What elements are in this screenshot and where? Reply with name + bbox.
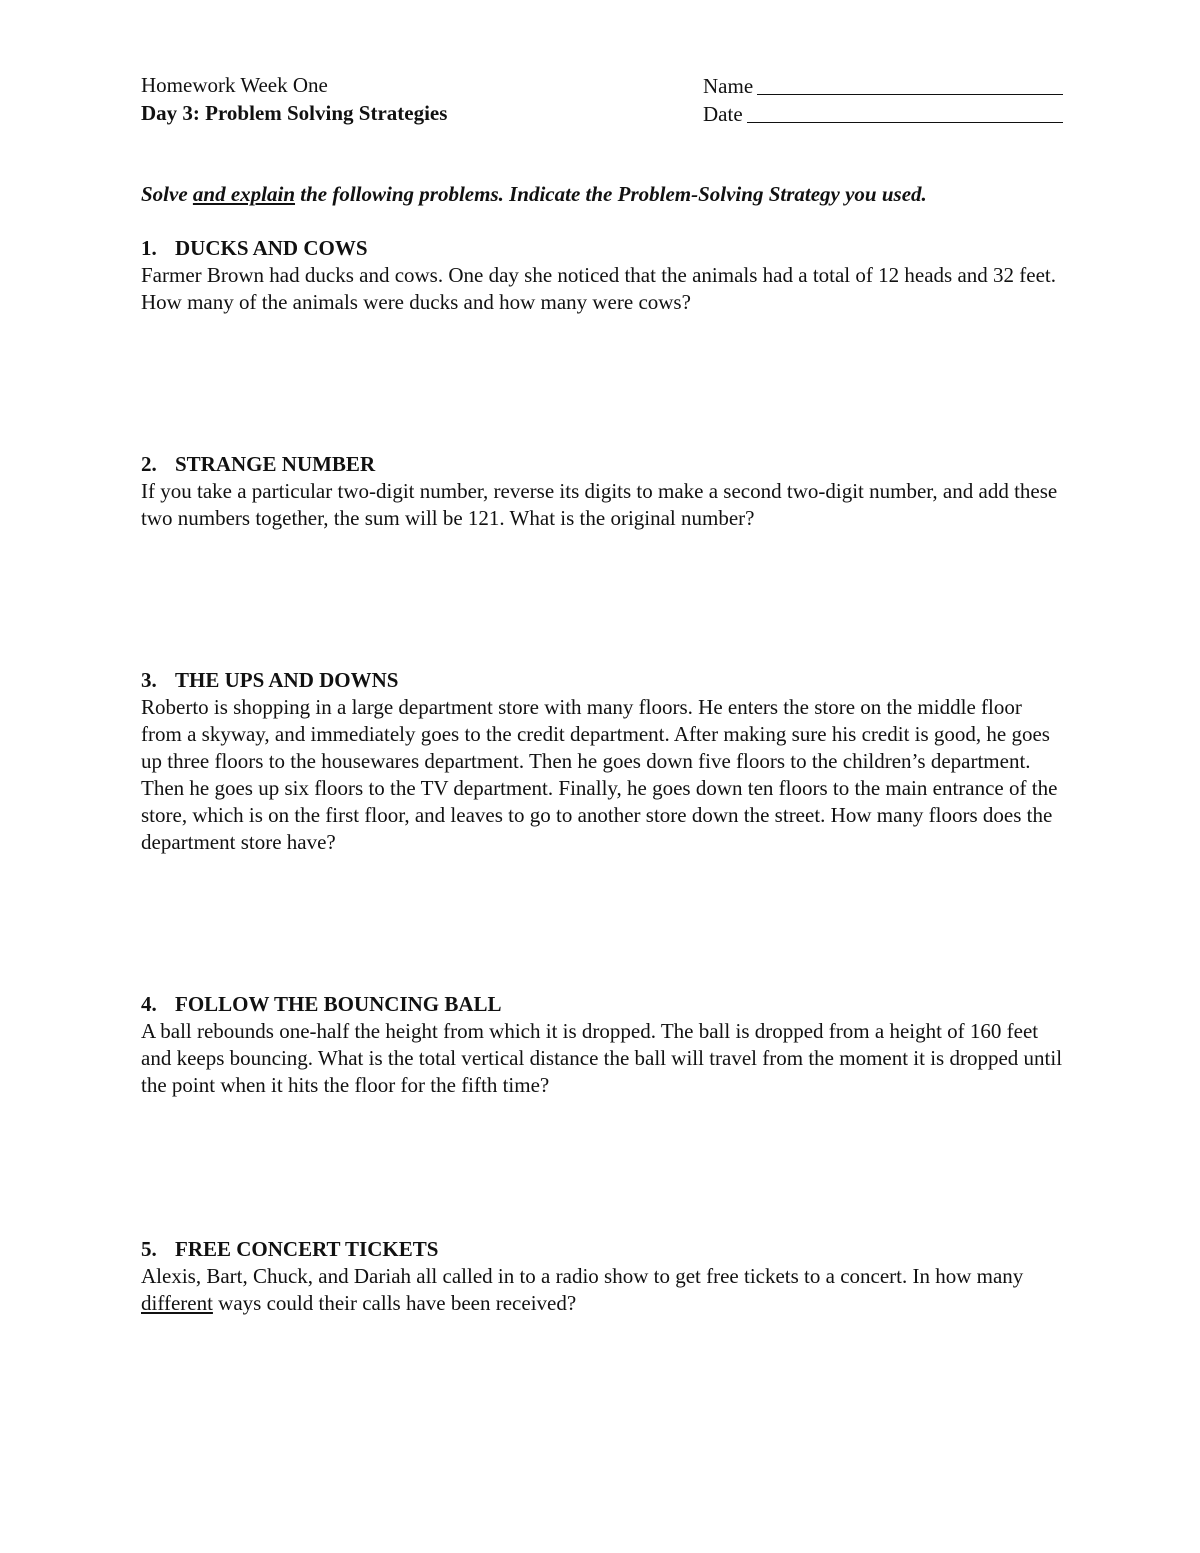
problem-number: 2. [141,452,157,476]
problem-number: 1. [141,236,157,260]
problem-title [141,991,1066,1018]
problem-text: Farmer Brown had ducks and cows. One day she noticed that the animals had a total of 12 heads and 32 feet. How many of the animals were ducks and how many were cows? [141,263,1056,314]
problem-text-underlined: different [141,1291,213,1315]
problem-text: If you take a particular two-digit number, reverse its digits to make a second two-digit number, and add these two numbers together, the sum will be 121. What is the original number? [141,479,1058,530]
problem-title [141,235,1066,262]
problem-title [141,451,1066,478]
header-right [703,72,1063,128]
problem-1 [141,235,1066,316]
name-label: Name [703,74,754,98]
problem-title [141,1236,1066,1263]
course-title: Homework Week One [141,73,328,97]
header-left [141,72,661,128]
instructions-part1: Solve [141,182,193,206]
problem-text-before: Alexis, Bart, Chuck, and Dariah all called in to a radio show to get free tickets to a concert. In how many [141,1264,1024,1288]
problem-heading: DUCKS AND COWS [175,236,368,260]
instructions-part3: the following problems. Indicate the Problem-Solving Strategy you used. [295,182,927,206]
problem-heading: FREE CONCERT TICKETS [175,1237,439,1261]
problem-heading: STRANGE NUMBER [175,452,376,476]
problem-5 [141,1236,1066,1317]
name-blank-line[interactable] [757,74,1063,95]
problem-title [141,667,1066,694]
date-label: Date [703,102,743,126]
problem-number: 3. [141,668,157,692]
instructions [141,181,1071,208]
instructions-underlined: and explain [192,182,296,206]
problem-heading: FOLLOW THE BOUNCING BALL [175,992,502,1016]
problem-3 [141,667,1066,856]
problem-2 [141,451,1066,532]
problem-text-after: ways could their calls have been received? [212,1291,577,1315]
problem-number: 4. [141,992,157,1016]
problem-4 [141,991,1066,1099]
problem-text: Roberto is shopping in a large department store with many floors. He enters the store on the middle floor from a skyway, and immediately goes to the credit department. After making sure his credit is good, he goes up three floors to the housewares department. Then he goes down five floors to the children’s department. Then he goes up six floors to the TV department. Finally, he goes down ten floors to the main entrance of the store, which is on the first floor, and leaves to go to another store down the street. How many floors does the department store have? [141,695,1058,854]
date-field[interactable] [703,100,1063,128]
date-blank-line[interactable] [747,102,1063,123]
problem-number: 5. [141,1237,157,1261]
day-title: Day 3: Problem Solving Strategies [141,101,448,125]
problem-text [141,1263,1066,1317]
name-field[interactable] [703,72,1063,100]
problem-text: A ball rebounds one-half the height from which it is dropped. The ball is dropped from a height of 160 feet and keeps bouncing. What is the total vertical distance the ball will travel from the moment it is dropped until the point when it hits the floor for the fifth time? [141,1019,1063,1097]
problem-heading: THE UPS AND DOWNS [175,668,399,692]
